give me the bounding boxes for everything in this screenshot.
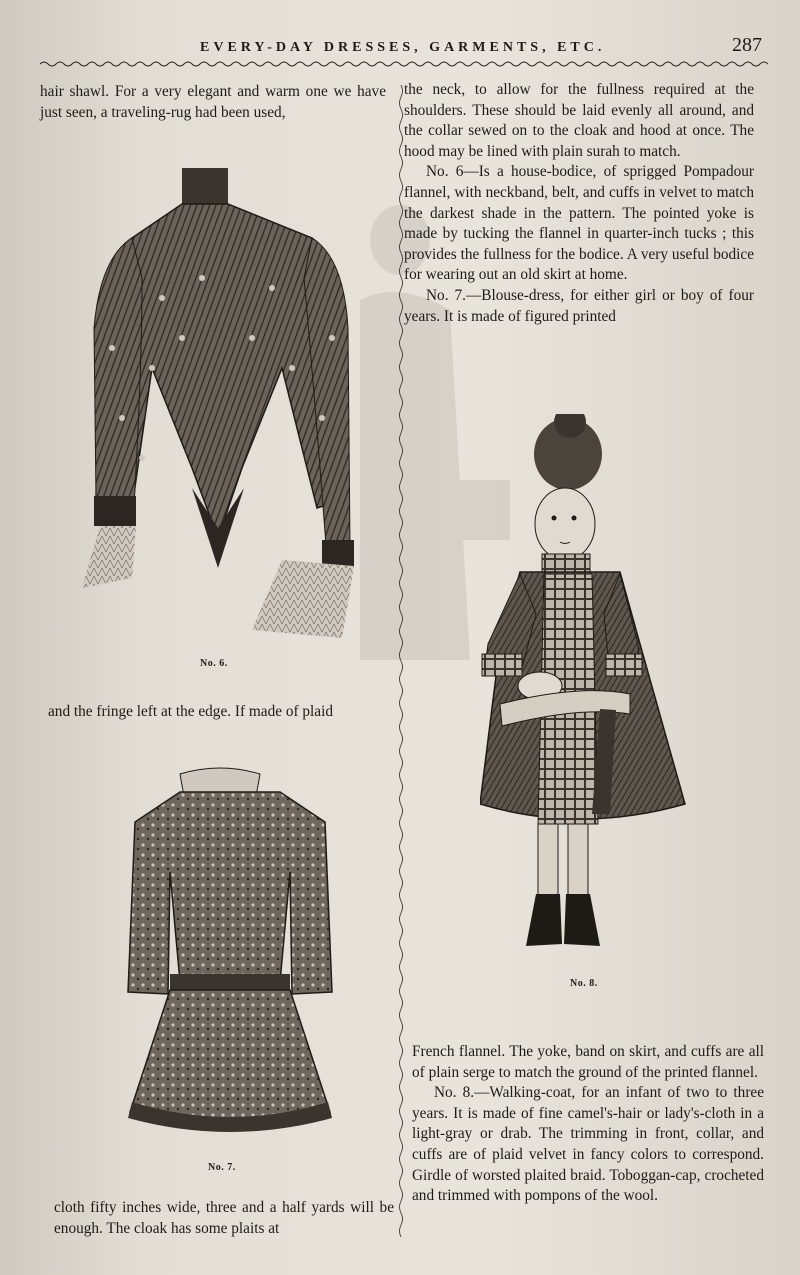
right-paragraph-3: No. 7.—Blouse-dress, for either girl or boy of four years. It is made of figured printed (404, 286, 754, 325)
left-paragraph-bottom: cloth fifty inches wide, three and a half yards will be enough. The cloak has some plaits at (54, 1199, 394, 1237)
page-number: 287 (732, 34, 762, 56)
figure-6-caption: No. 6. (200, 658, 228, 669)
right-column-top-text (404, 80, 754, 327)
running-title: EVERY-DAY DRESSES, GARMENTS, ETC. (200, 40, 606, 55)
right-paragraph-4: French flannel. The yoke, band on skirt, and cuffs are all of plain serge to match the ground of the printed flannel. (412, 1043, 764, 1081)
left-paragraph-top: hair shawl. For a very elegant and warm one we have just seen, a traveling-rug had been used, (40, 83, 386, 121)
bodice-illustration (82, 168, 362, 648)
left-column-top-text (40, 82, 386, 123)
blouse-dress-illustration (110, 762, 350, 1142)
right-column-bottom-text (412, 1042, 764, 1207)
left-paragraph-mid: and the fringe left at the edge. If made of plaid (48, 703, 333, 720)
right-paragraph-5: No. 8.—Walking-coat, for an infant of two to three years. It is made of fine camel's-hair or lady's-cloth in a light-gray or drab. The trimming in front, collar, and cuffs are of plaid velvet in fancy colors to correspond. Girdle of worsted plaited braid. Toboggan-cap, crocheted and trimmed with pompons of the wool. (412, 1084, 764, 1205)
header-wavy-rule (40, 60, 770, 68)
figure-7-caption: No. 7. (208, 1162, 236, 1173)
left-column-mid-text (48, 702, 394, 723)
left-column-bottom-text (54, 1198, 394, 1239)
right-paragraph-1: the neck, to allow for the fullness required at the shoulders. These should be laid evenly all around, and the collar sewed on to the cloak and hood at once. The hood may be lined with plain surah to match. (404, 81, 754, 160)
figure-8-caption: No. 8. (570, 978, 598, 989)
walking-coat-child-illustration (480, 414, 690, 954)
right-paragraph-2: No. 6—Is a house-bodice, of sprigged Pompadour flannel, with neckband, belt, and cuffs in velvet to match the darkest shade in the pattern. The pointed yoke is made by tucking the flannel in quarter-inch tucks ; this provides the fullness for the bodice. A very useful bodice for wearing out an old skirt at home. (404, 163, 754, 284)
